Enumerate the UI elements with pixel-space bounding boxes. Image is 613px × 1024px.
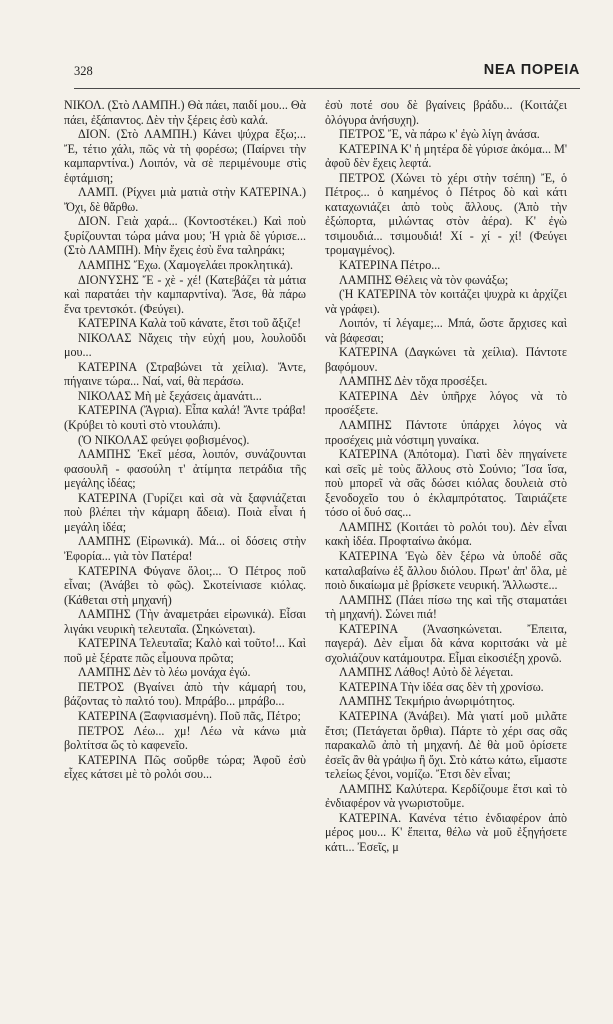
- dialogue-line: ΛΑΜΠ. (Ρίχνει μιὰ ματιὰ στὴν ΚΑΤΕΡΙΝΑ.) Ὄχι, δὲ θἄρθω.: [64, 185, 306, 214]
- dialogue-line: ΛΑΜΠΗΣ Καλύτερα. Κερδίζουμε ἔτσι καὶ τὸ ἐνδιαφέρον νὰ γνωριστοῦμε.: [325, 781, 567, 811]
- dialogue-line: ΝΙΚΟΛΑΣ Νἄχεις τὴν εὐχή μου, λουλοῦδι μου...: [64, 330, 306, 360]
- dialogue-line: ΚΑΤΕΡΙΝΑ (Γυρίζει καὶ σὰ νὰ ξαφνιάζεται ποὺ βλέπει τὴν κάμαρη ἄδεια). Ποιὰ εἶναι ἡ μεγάλη ἰδέα;: [64, 490, 306, 534]
- dialogue-line: ΝΙΚΟΛΑΣ Μὴ μὲ ξεχάσεις ἀμανάτι...: [78, 388, 262, 403]
- dialogue-line: ΚΑΤΕΡΙΝΑ Φύγανε ὅλοι;... Ὁ Πέτρος ποῦ εἶναι; (Ἀνάβει τὸ φῶς). Σκοτείνιασε κιόλας. (Κάθεται στὴ μηχανή): [64, 563, 306, 607]
- journal-title: ΝΕΑ ΠΟΡΕΙΑ: [483, 62, 580, 78]
- dialogue-line: ΚΑΤΕΡΙΝΑ (Ἀνάβει). Μὰ γιατί μοῦ μιλᾶτε ἔτσι; (Πετάγεται ὄρθια). Πάρτε τὸ χέρι σας σᾶς παρακαλῶ ἀπὸ τὴ μηχανή. Δὲ θὰ μοῦ ὁρίσετε ἐσεῖς ἂν θὰ γράψω ἢ ὄχι. Στὸ κάτω κάτω, εἴμαστε τελείως ξένοι, νομίζω. Ἔτσι δὲν εἶναι;: [325, 708, 567, 782]
- left-text-column: [64, 98, 306, 1014]
- dialogue-line: ΠΕΤΡΟΣ (Χώνει τὸ χέρι στὴν τσέπη) Ἔ, ὁ Πέτρος... ὁ καημένος ὁ Πέτρος δὸ καὶ κάτι καταχωνιάζει ἀπὸ τοὺς ἄλλους. (Ἀπὸ τὴν ἐξώπορτα, μιλώντας στὸν ἀέρα). Κ' ἐγὼ τσιμουδιά... τσιμουδιά! Χί - χί - χί! (Φεύγει τρομαγμένος).: [325, 170, 567, 258]
- running-head: [74, 64, 580, 84]
- dialogue-line: ΚΑΤΕΡΙΝΑ Ἐγὼ δὲν ξέρω νὰ ὑποδέ σᾶς καταλαβαίνω ἐξ ἄλλου διόλου. Πρωτ' ἀπ' ὅλα, μὲ ποιὸ δικαίωμα μὲ βρίσκετε νευρική. Ἄλλωστε...: [325, 548, 567, 593]
- dialogue-line: ΛΑΜΠΗΣ Δὲν τὸ λέω μονάχα ἐγώ.: [78, 665, 251, 680]
- dialogue-line: ΚΑΤΕΡΙΝΑ Δὲν ὑπῆρχε λόγος νὰ τὸ προσέξετε.: [325, 388, 567, 418]
- dialogue-line: ΚΑΤΕΡΙΝΑ Τὴν ἰδέα σας δὲν τὴ χρονίσω.: [339, 679, 544, 694]
- dialogue-line: Λοιπόν, τί λέγαμε;... Μπά, ὥστε ἄρχισες καὶ νὰ βάφεσαι;: [325, 316, 567, 345]
- page-number: 328: [74, 64, 93, 78]
- dialogue-line: ΚΑΤΕΡΙΝΑ (Ἀνασηκώνεται. Ἔπειτα, παγερά). Δὲν εἶμαι δὰ κάνα κοριτσάκι νὰ μὲ σχολιάζουν κατάμουτρα. Εἶμαι εἰκοσιέξη χρονῶ.: [325, 621, 567, 665]
- dialogue-line: ΛΑΜΠΗΣ Ἐκεῖ μέσα, λοιπόν, συνάζουνται φασουλῆ - φασούλη τ' ἀτίμητα πετράδια τῆς μεγάλης ἰδέας;: [64, 447, 306, 491]
- dialogue-line: ΛΑΜΠΗΣ Πάντοτε ὑπάρχει λόγος νὰ προσέχεις μιὰ νόστιμη γυναίκα.: [325, 418, 567, 447]
- stage-direction: (Ἡ ΚΑΤΕΡΙΝΑ τὸν κοιτάζει ψυχρὰ κι ἀρχίζει νὰ γράφει).: [325, 287, 567, 316]
- dialogue-line: ἐσὺ ποτέ σου δὲ βγαίνεις βράδυ... (Κοιτάζει ὀλόγυρα ἀνήσυχη).: [325, 98, 567, 127]
- right-text-column: [325, 98, 567, 1014]
- dialogue-line: ΚΑΤΕΡΙΝΑ Πῶς σοὔρθε τώρα; Ἀφοῦ ἐσὺ εἶχες κάτσει μὲ τὸ ρολόι σου...: [64, 752, 306, 782]
- dialogue-line: ΛΑΜΠΗΣ Δὲν τὄχα προσέξει.: [339, 374, 488, 389]
- dialogue-line: ΠΕΤΡΟΣ Ἔ, νὰ πάρω κ' ἐγὼ λίγη ἀνάσα.: [339, 127, 540, 142]
- dialogue-line: ΚΑΤΕΡΙΝΑ Κ' ἡ μητέρα δὲ γύρισε ἀκόμα... Μ' ἀφοῦ δὲν ἔχεις λεφτά.: [325, 141, 567, 171]
- dialogue-line: ΔΙΟΝΥΣΗΣ Ἔ - χὲ - χέ! (Κατεβάζει τὰ μάτια καὶ παρατάει τὴν καμπαρντίνα). Ἄσε, θὰ πάρω ἕνα τρεντσκότ. (Φεύγει).: [64, 272, 306, 316]
- dialogue-line: ΛΑΜΠΗΣ Ἔχω. (Χαμογελάει προκλητικά).: [78, 258, 294, 273]
- dialogue-line: ΛΑΜΠΗΣ (Τὴν ἀναμετράει εἰρωνικά). Εἶσαι λιγάκι νευρικὴ τελευταῖα. (Σηκώνεται).: [64, 607, 306, 636]
- dialogue-line: ΔΙΟΝ. (Στὸ ΛΑΜΠΗ.) Κάνει ψύχρα ἔξω;... Ἔ, τέτιο χάλι, πῶς νὰ τὴ φορέσω; (Παίρνει τὴν καμπαρντίνα.) Λοιπόν, νὰ σὲ περιμένουμε στὶς ἑφτάμιση;: [64, 127, 306, 185]
- dialogue-line: ΚΑΤΕΡΙΝΑ Τελευταῖα; Καλὸ καὶ τοῦτο!... Καὶ ποῦ μὲ ξέρατε πῶς εἶμουνα πρῶτα;: [64, 636, 306, 665]
- dialogue-line: ΛΑΜΠΗΣ Τεκμήριο ἀνωριμότητος.: [339, 694, 515, 709]
- dialogue-line: ΝΙΚΟΛ. (Στὸ ΛΑΜΠΗ.) Θὰ πάει, παιδί μου... Θὰ πάει, ἐξάπαντος. Δὲν τὴν ξέρεις ἐσὺ καλά.: [64, 98, 306, 127]
- dialogue-line: ΛΑΜΠΗΣ (Εἰρωνικά). Μά... οἱ δόσεις στὴν Ἐφορία... γιὰ τὸν Πατέρα!: [64, 534, 306, 563]
- dialogue-line: ΠΕΤΡΟΣ Λέω... χμ! Λέω νὰ κάνω μιὰ βολτίτσα ὥς τὸ καφενεῖο.: [64, 723, 306, 753]
- dialogue-line: ΚΑΤΕΡΙΝΑ Πέτρο...: [339, 258, 441, 273]
- dialogue-line: ΛΑΜΠΗΣ (Πάει πίσω της καὶ τῆς σταματάει τὴ μηχανή). Σώνει πιά!: [325, 592, 567, 622]
- dialogue-line: ΛΑΜΠΗΣ (Κοιτάει τὸ ρολόι του). Δὲν εἶναι κακὴ ἰδέα. Προφταίνω ἀκόμα.: [325, 519, 567, 549]
- dialogue-line: ΚΑΤΕΡΙΝΑ Καλὰ τοῦ κάνατε, ἔτσι τοῦ ἄξιζε!: [78, 316, 302, 331]
- dialogue-line: ΚΑΤΕΡΙΝΑ (Ἀπότομα). Γιατὶ δὲν πηγαίνετε καὶ σεῖς μὲ τοὺς ἄλλους στὸ Σούνιο; Ἴσα ἴσα, ποὺ μπορεῖ νὰ σᾶς δώσει κιόλας δουλειὰ στὸ ξενοδοχεῖο του ὁ ἐκλαμπρότατος. Ταιριάζετε τόσο οἱ δυό σας...: [325, 447, 567, 520]
- dialogue-line: ΛΑΜΠΗΣ Θέλεις νὰ τὸν φωνάξω;: [339, 272, 509, 287]
- dialogue-line: ΠΕΤΡΟΣ (Βγαίνει ἀπὸ τὴν κάμαρή του, βάζοντας τὸ παλτό του). Μπράβο... μπράβο...: [64, 679, 306, 709]
- dialogue-line: ΚΑΤΕΡΙΝΑ (Δαγκώνει τὰ χείλια). Πάντοτε βαφόμουν.: [325, 345, 567, 374]
- dialogue-line: ΚΑΤΕΡΙΝΑ. Κανένα τέτιο ἐνδιαφέρον ἀπὸ μέρος μου... Κ' ἔπειτα, θέλω νὰ μοῦ ἐξηγήσετε κάτι... Ἐσεῖς, μ: [325, 810, 567, 854]
- dialogue-line: ΚΑΤΕΡΙΝΑ (Ξαφνιασμένη). Ποῦ πᾶς, Πέτρο;: [78, 708, 301, 723]
- dialogue-line: ΛΑΜΠΗΣ Λάθος! Αὐτὸ δὲ λέγεται.: [339, 665, 514, 680]
- dialogue-line: ΚΑΤΕΡΙΝΑ (Στραβώνει τὰ χείλια). Ἄντε, πήγαινε τώρα... Ναί, ναί, θὰ περάσω.: [64, 359, 306, 389]
- header-rule: [74, 88, 580, 89]
- dialogue-line: ΚΑΤΕΡΙΝΑ (Ἄγρια). Εἶπα καλά! Ἄντε τράβα! (Κρύβει τὸ κουτὶ στὸ ντουλάπι).: [64, 403, 306, 433]
- dialogue-line: ΔΙΟΝ. Γειὰ χαρά... (Κοντοστέκει.) Καὶ ποὺ ξυρίζουνται τώρα μάνα μου; Ἡ γριὰ δὲ γύρισε... (Στὸ ΛΑΜΠΗ). Μὴν ἔχεις ἐσὺ ἕνα ταληράκι;: [64, 214, 306, 258]
- stage-direction: (Ὁ ΝΙΚΟΛΑΣ φεύγει φοβισμένος).: [78, 432, 250, 447]
